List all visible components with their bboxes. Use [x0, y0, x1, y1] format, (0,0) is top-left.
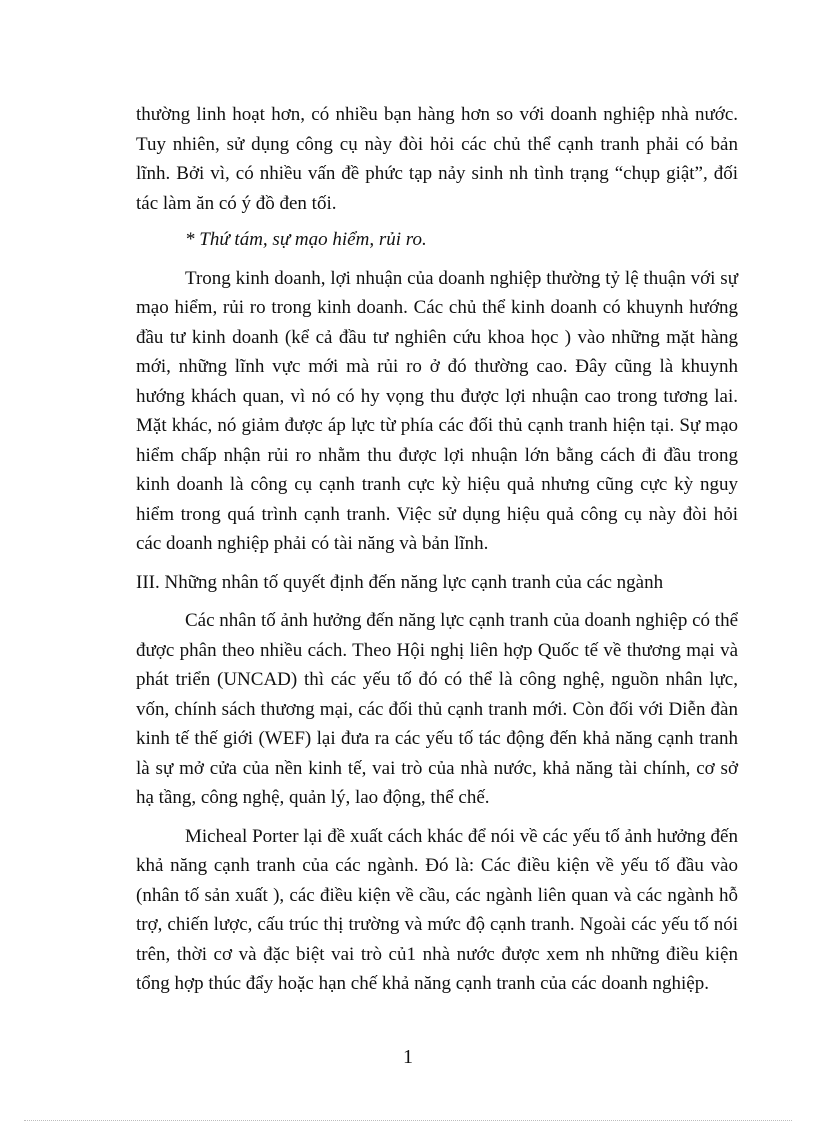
document-body — [136, 100, 738, 1008]
section-heading: III. Những nhân tố quyết định đến năng lực cạnh tranh của các ngành — [136, 571, 664, 593]
paragraph-porter: Micheal Porter lại đề xuất cách khác để nói về các yếu tố ảnh hưởng đến khả năng cạnh tranh của các ngành. Đó là: Các điều kiện về yếu tố đầu vào (nhân tố sản xuất ), các điều kiện về cầu, các ngành liên quan và các ngành hỗ trợ, chiến lược, cấu trúc thị trường và mức độ cạnh tranh. Ngoài các yếu tố nói trên, thời cơ và đặc biệt vai trò củ1 nhà nước được xem nh những điều kiện tổng hợp thúc đẩy hoặc hạn chế khả năng cạnh tranh của các doanh nghiệp. — [136, 825, 738, 994]
paragraph-factors: Các nhân tố ảnh hưởng đến năng lực cạnh tranh của doanh nghiệp có thể được phân theo nhiều cách. Theo Hội nghị liên hợp Quốc tế về thương mại và phát triển (UNCAD) thì các yếu tố đó có thể là công nghệ, nguồn nhân lực, vốn, chính sách thương mại, các đối thủ cạnh tranh mới. Còn đối với Diễn đàn kinh tế thế giới (WEF) lại đưa ra các yếu tố tác động đến khả năng cạnh tranh là sự mở cửa của nền kinh tế, vai trò của nhà nước, khả năng tài chính, cơ sở hạ tầng, công nghệ, quản lý, lao động, thể chế. — [136, 610, 738, 808]
paragraph-continuation: thường linh hoạt hơn, có nhiều bạn hàng hơn so với doanh nghiệp nhà nước. Tuy nhiên, sử dụng công cụ này đòi hỏi các chủ thể cạnh tranh phải có bản lĩnh. Bởi vì, có nhiều vấn đề phức tạp nảy sinh nh tình trạng “chụp giật”, đối tác làm ăn có ý đồ đen tối. — [136, 104, 738, 214]
page-number: 1 — [403, 1046, 413, 1068]
italic-subheading: * Thứ tám, sự mạo hiểm, rủi ro. — [185, 229, 427, 250]
paragraph-risk: Trong kinh doanh, lợi nhuận của doanh nghiệp thường tỷ lệ thuận với sự mạo hiểm, rủi ro trong kinh doanh. Các chủ thể kinh doanh có khuynh hướng đầu tư kinh doanh (kể cả đầu tư nghiên cứu khoa học ) vào những mặt hàng mới, những lĩnh vực mới mà rủi ro ở đó thường cao. Đây cũng là khuynh hướng khách quan, vì nó có hy vọng thu được lợi nhuận cao trong tương lai. Mặt khác, nó giảm được áp lực từ phía các đối thủ cạnh tranh hiện tại. Sự mạo hiểm chấp nhận rủi ro nhằm thu được lợi nhuận lớn bằng cách đi đầu trong kinh doanh là công cụ cạnh tranh cực kỳ hiệu quả nhưng cũng cực kỳ nguy hiểm trong quá trình cạnh tranh. Việc sử dụng hiệu quả công cụ này đòi hỏi các doanh nghiệp phải có tài năng và bản lĩnh. — [136, 267, 738, 554]
page-bottom-divider — [24, 1120, 792, 1121]
